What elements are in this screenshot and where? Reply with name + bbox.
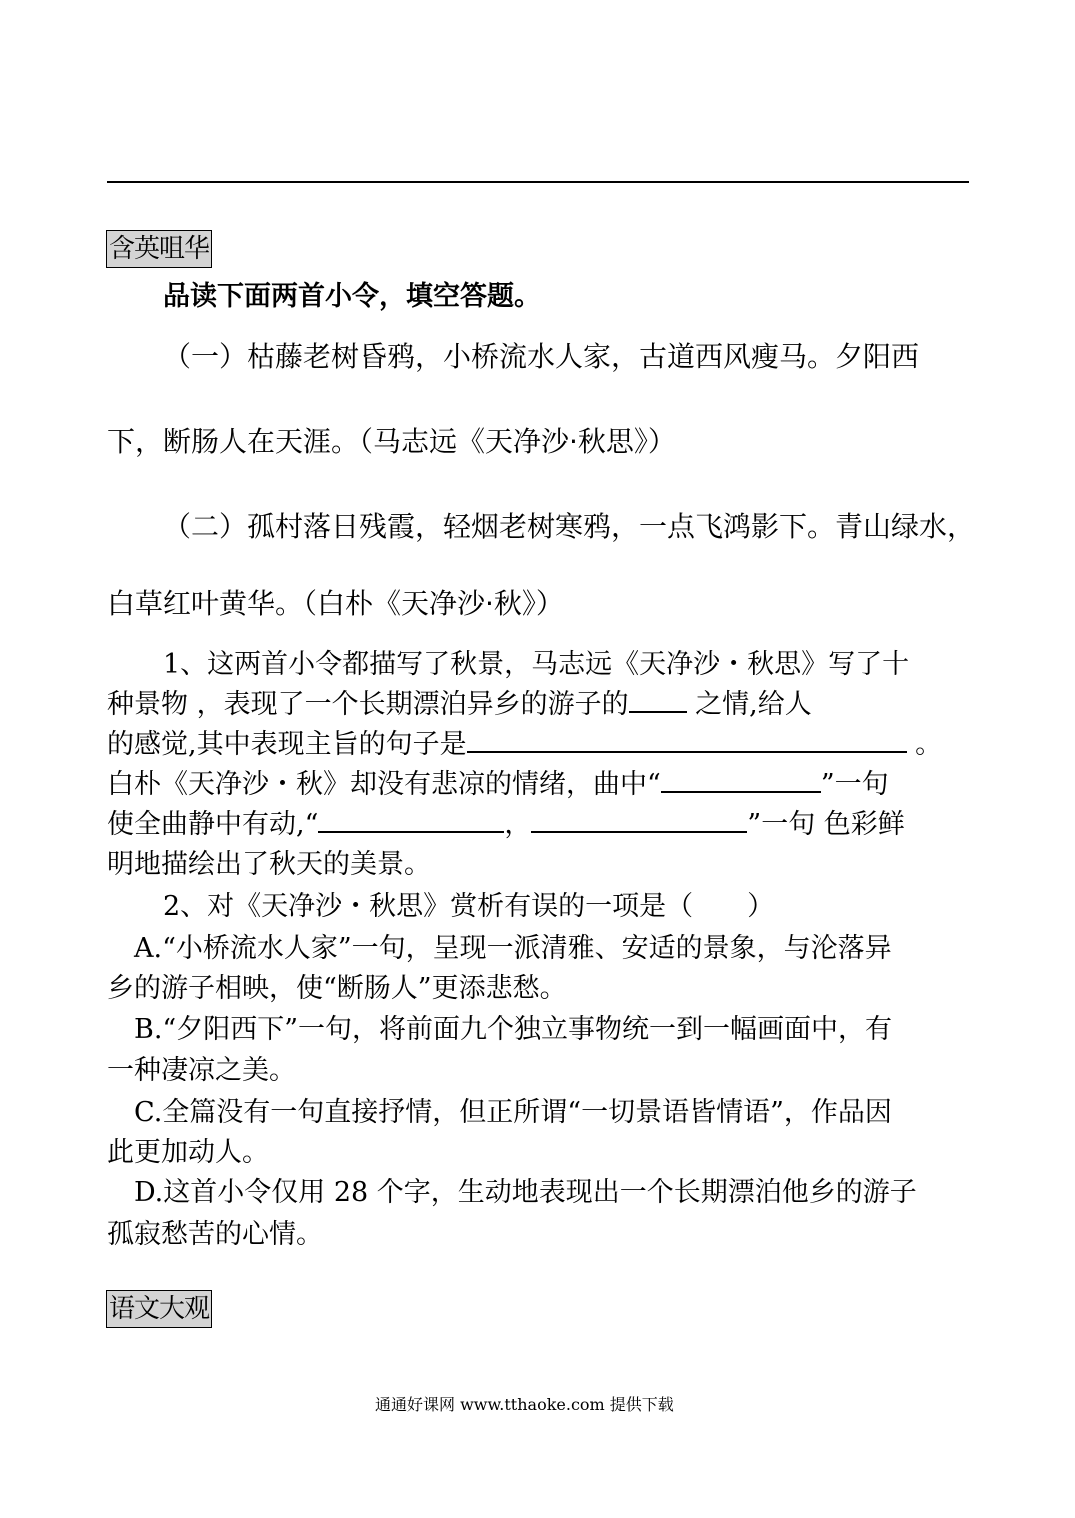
poem-two-line-2: 白草红叶黄华。（白朴《天净沙·秋》） [107,587,564,620]
poem-two-line-1: （二）孤村落日残霞，轻烟老树寒鸦，一点飞鸿影下。青山绿水， [163,510,976,543]
q2-option-d-line-2: 孤寂愁苦的心情。 [107,1219,323,1250]
poem-one-line-2: 下，断肠人在天涯。（马志远《天净沙·秋思》） [107,425,676,458]
q1-line-4-text-a: 白朴《天净沙・秋》却没有悲凉的情绪，曲中“ [107,769,661,800]
q1-line-3-text-a: 的感觉,其中表现主旨的句子是 [107,729,467,760]
q1-line-2-text-b: 之情,给人 [686,689,812,720]
q2-option-a-line-2: 乡的游子相映，使“断肠人”更添悲愁。 [107,973,567,1004]
poem-one-line-1: （一）枯藤老树昏鸦，小桥流水人家，古道西风瘦马。夕阳西 [163,340,920,373]
q2-option-c-line-1[interactable]: C.全篇没有一句直接抒情，但正所谓“一切景语皆情语”，作品因 [134,1097,892,1128]
q1-line-3-text-b: 。 [906,729,943,760]
blank-motion-line[interactable] [661,767,821,793]
q1-line-1: 1、这两首小令都描写了秋景，马志远《天净沙・秋思》写了十 [163,649,910,680]
section-label-hanying: 含英咀华 [106,230,212,268]
blank-emotion[interactable] [629,687,687,713]
blank-theme-sentence[interactable] [467,727,907,753]
q1-line-4 [107,762,889,801]
q1-line-5-text-b: ”一句 色彩鲜 [747,809,905,840]
q2-option-a-line-1[interactable]: A.“小桥流水人家”一句，呈现一派清雅、安适的景象，与沦落异 [134,933,892,964]
q1-line-5-text-a: 使全曲静中有动,“ [107,809,319,840]
q2-option-b-line-1[interactable]: B.“夕阳西下”一句，将前面九个独立事物统一到一幅画面中，有 [134,1014,893,1045]
q2-option-c-line-2: 此更加动人。 [107,1137,269,1168]
q1-line-5 [107,802,905,841]
q1-line-6: 明地描绘出了秋天的美景。 [107,849,431,880]
q2-stem: 2、对《天净沙・秋思》赏析有误的一项是（ ） [163,891,775,922]
q1-line-5-comma: ， [504,809,532,840]
q2-option-b-line-2: 一种凄凉之美。 [107,1055,296,1086]
q1-line-3 [107,722,942,761]
q2-option-d-line-1[interactable]: D.这首小令仅用 28 个字，生动地表现出一个长期漂泊他乡的游子 [134,1177,917,1208]
instruction-text: 品读下面两首小令，填空答题。 [163,281,541,312]
footer-credit: 通通好课网 www.tthaoke.com 提供下载 [375,1395,674,1414]
q1-line-2 [107,682,812,721]
header-rule [107,181,969,183]
q1-line-2-text-a: 种景物 ，表现了一个长期漂泊异乡的游子的 [107,689,629,720]
blank-color-line-part-2[interactable] [531,807,747,833]
section-label-yuwen: 语文大观 [106,1290,212,1328]
q1-line-4-text-b: ”一句 [820,769,889,800]
blank-color-line-part-1[interactable] [318,807,504,833]
